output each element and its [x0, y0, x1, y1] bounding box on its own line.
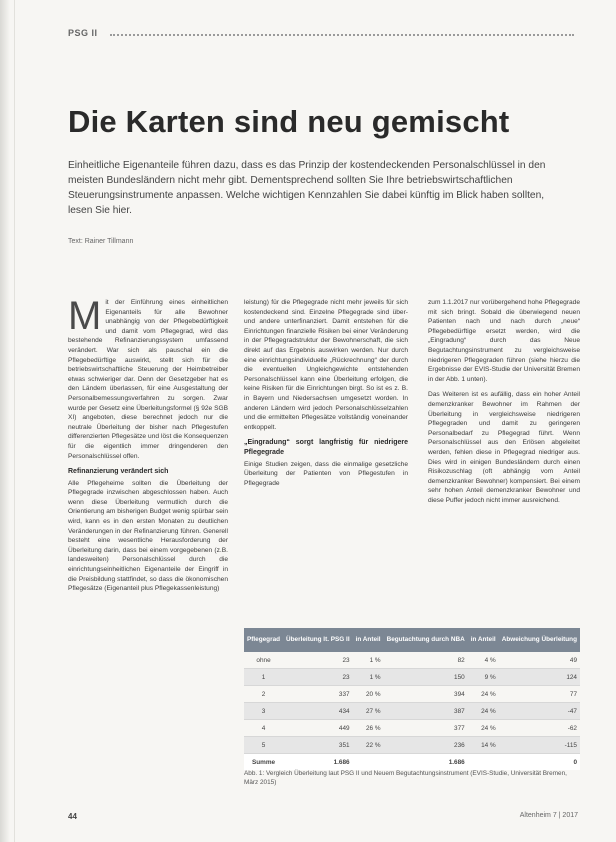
table-cell: 9 %: [468, 669, 499, 686]
table-caption: Abb. 1: Vergleich Überleitung laut PSG II und Neuem Begutachtungsinstrument (EVIS-Studie, Universität Bremen, März 2015): [244, 770, 567, 786]
lead-paragraph: Einheitliche Eigenanteile führen dazu, dass es das Prinzip der kostendeckenden Personalschlüssel in den meisten Bundesländern nicht mehr gibt. Dementsprechend sollten Sie Ihre betriebswirtschaftlichen Steuerungsinstrumente anpassen. Welche wichtigen Kennzahlen Sie dabei künftig im Blick haben sollten, lesen Sie hier.: [68, 160, 546, 216]
table-cell: 351: [283, 737, 353, 754]
table-header: in Anteil: [353, 628, 384, 652]
table-row: [244, 737, 580, 754]
table-cell: 23: [283, 669, 353, 686]
intro-text: it der Einführung eines einheitlichen Eigenanteils für alle Bewohner unabhängig von der Pflegebedürftigkeit und damit vom Pflegegrad, wird das bestehende Refinanzierungssystem umfassend verändert. War sich als pauschal ein die Pflegebedürftige auswirkt, stellt sich für die betriebswirtschaftliche Steuerung der Heimbetreiber etwas schwieriger dar. Denn der Gesetzgeber hat es den Ländern überlassen, für eine Ausgestaltung der Personalbemessungsverfahren zu sorgen. Zwar wurde per Gesetz eine Überleitungsformel (§ 92e SGB XI) angeboten, diese berechnet jedoch nur die neutrale Überleitung der bisher nach Pflegestufen differenzierten Pflegesätze und löst die Konsequenzen für die eigentlich immer dringenderen den Personalschlüssel offen.: [68, 299, 228, 460]
table-header-row: [244, 628, 580, 652]
table-cell: 22 %: [353, 737, 384, 754]
magazine-issue: Altenheim 7 | 2017: [519, 812, 578, 819]
table-sum-row: [244, 754, 580, 771]
subhead-refinanzierung: Refinanzierung verändert sich: [68, 468, 169, 476]
table-cell: 1 %: [353, 669, 384, 686]
table-cell: 434: [283, 703, 353, 720]
table-header: in Anteil: [468, 628, 499, 652]
table-cell: 26 %: [353, 720, 384, 737]
headline: Die Karten sind neu gemischt: [68, 104, 510, 139]
table-cell: 124: [499, 669, 580, 686]
table-cell: -115: [499, 737, 580, 754]
table-cell: 377: [384, 720, 468, 737]
table-row: [244, 686, 580, 703]
table-header: Abweichung Überleitung: [499, 628, 580, 652]
table-cell: 23: [283, 652, 353, 669]
table-cell: 0: [499, 754, 580, 771]
table-row: [244, 703, 580, 720]
table-cell: 49: [499, 652, 580, 669]
binder-line: [14, 0, 15, 842]
subhead-eingradung: „Eingradung“ sorgt langfristig für niedrigere Pflegegrade: [244, 439, 408, 456]
table-cell: [353, 754, 384, 771]
dotted-rule: [110, 34, 574, 36]
table-cell: Summe: [244, 754, 283, 771]
body-paragraph: Das Weiteren ist es aufällig, dass ein hoher Anteil demenzkranker Bewohner im Rahmen der Überleitung in vergleichsweise niedrigeren Pflegegraden und damit zu geringeren Personalbedarf zu Pflegegrad führt. Wenn Personalschlüssel aus den Erlösen abgeleitet werden, fehlen diese in Pflegegrad niedriger aus. Dies wird in einigen Bundesländern durch einen Risikozuschlag (oft abhängig vom Anteil demenzkranker Bewohner) kompensiert. Bei einem sehr hohen Anteil demenzkranker Bewohner und diese Puffer jedoch nicht immer ausreichend.: [428, 391, 580, 504]
table-cell: 3: [244, 703, 283, 720]
body-paragraph: Einige Studien zeigen, dass die einmalige gesetzliche Überleitung der Patienten von Pflegestufen in Pflegegrade: [244, 460, 408, 487]
section-tag: PSG II: [68, 28, 98, 38]
table-cell: 1: [244, 669, 283, 686]
table-cell: 24 %: [468, 686, 499, 703]
table-row: [244, 720, 580, 737]
table-cell: -62: [499, 720, 580, 737]
table-cell: 394: [384, 686, 468, 703]
table-cell: 150: [384, 669, 468, 686]
body-paragraph: zum 1.1.2017 nur vorübergehend hohe Pflegegrade mit sich bringt. Sobald die überwiegend neuen Patienten nach und nach durch „neue“ Pflegebedürftige ersetzt werden, wird die „Eingradung“ durch das Neue Begutachtungsinstrument zu vergleichsweise niedrigeren Pflegegraden führen (siehe hierzu die Ergebnisse der EVIS-Studie der Universität Bremen in der Abb. 1 unten).: [428, 299, 580, 383]
table-cell: 236: [384, 737, 468, 754]
body-paragraph: leistung) für die Pflegegrade nicht mehr jeweils für sich kostendeckend sind. Einzelne Pflegegrade sind über- und andere unterfinanziert. Damit entstehen für die Einrichtungen finanzielle Risiken bei einer Veränderung in der Pflegegradstruktur der Bewohnerschaft, die sich direkt auf das Ergebnis auswirken werden. Nur durch eine einrichtungsindividuelle „Rückrechnung“ der durch die eventuellen Ungleichgewichte entstehenden Personalschlüssel kann eine Überleitung erfolgen, die keine Risiken für die Einrichtungen birgt. So ist es z. B. in Bayern und Niedersachsen umgesetzt worden. In anderen Ländern wird jedoch Personalschlüsselzahlen und die ermittelten Pflegesätze vollständig voneinander entkoppelt.: [244, 299, 408, 431]
table-cell: 449: [283, 720, 353, 737]
column-2: [244, 298, 408, 494]
column-3: [428, 298, 580, 511]
table-cell: ohne: [244, 652, 283, 669]
table-cell: 14 %: [468, 737, 499, 754]
table-cell: 20 %: [353, 686, 384, 703]
drop-cap: M: [68, 294, 102, 338]
byline: Text: Rainer Tillmann: [68, 238, 134, 245]
table-cell: 337: [283, 686, 353, 703]
table-cell: -47: [499, 703, 580, 720]
table-cell: 1 %: [353, 652, 384, 669]
table-cell: [468, 754, 499, 771]
table-cell: 27 %: [353, 703, 384, 720]
table-cell: 24 %: [468, 703, 499, 720]
table-cell: 82: [384, 652, 468, 669]
table-cell: 387: [384, 703, 468, 720]
table-header: Begutachtung durch NBA: [384, 628, 468, 652]
page-number: 44: [68, 812, 77, 821]
table-row: [244, 669, 580, 686]
table-row: [244, 652, 580, 669]
comparison-table: [244, 628, 580, 770]
table-cell: 1.686: [283, 754, 353, 771]
page-edge-shadow: [0, 0, 10, 842]
table-cell: 24 %: [468, 720, 499, 737]
table-header: Pflegegrad: [244, 628, 283, 652]
table-cell: 1.686: [384, 754, 468, 771]
table-cell: 5: [244, 737, 283, 754]
table-header: Überleitung lt. PSG II: [283, 628, 353, 652]
table-cell: 4: [244, 720, 283, 737]
column-1: [68, 294, 228, 600]
table-cell: 4 %: [468, 652, 499, 669]
table-cell: 2: [244, 686, 283, 703]
table-cell: 77: [499, 686, 580, 703]
body-paragraph: Alle Pflegeheime sollten die Überleitung der Pflegegrade inzwischen abgeschlossen haben. Auch wenn diese Überleitung vermutlich durch die Orientierung am bisherigen Budget wenig spürbar sein wird, kann es in den ersten Monaten zu deutlichen Veränderungen in der Refinanzierung führen. Generell besteht eine wesentliche Herausforderung der Überleitung darin, dass bei einem vorgegebenen (z.B. landesweiten) Personalschlüssel durch die einrichtungseinheitlichen Eigenanteile der Eingriff in die Preisbildung stattfindet, so dass die ökonomischen Pflegesätze (Eigenanteil plus Pflegekassenleistung): [68, 479, 228, 593]
intro-paragraph: [68, 294, 228, 461]
